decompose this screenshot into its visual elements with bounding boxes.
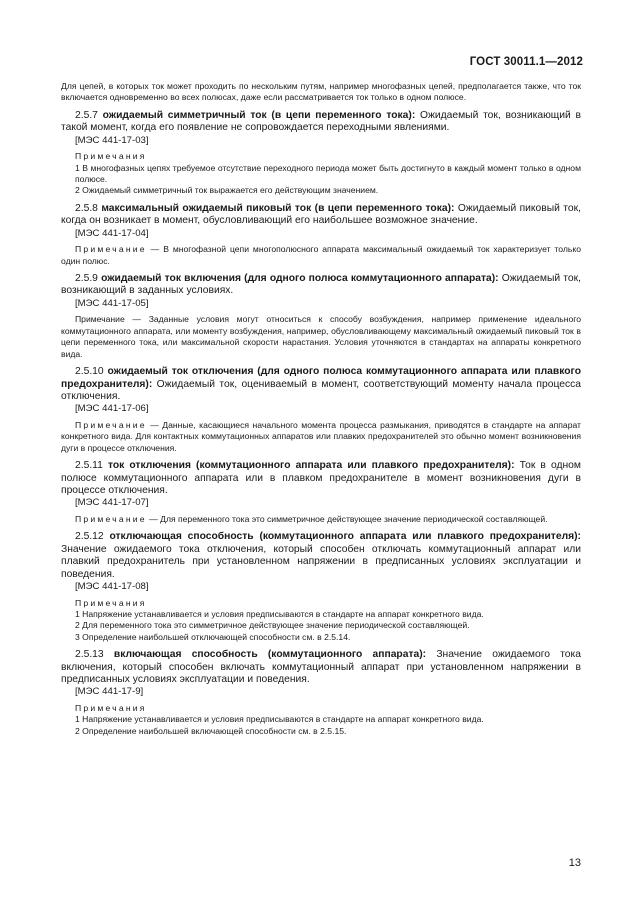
note-inline <box>61 244 581 267</box>
note-label: Примечания <box>75 151 147 162</box>
iev-reference: [МЭС 441-17-04] <box>75 227 149 239</box>
iev-reference: [МЭС 441-17-9] <box>75 686 144 698</box>
clause-def-text: Значение ожидаемого тока включения, который способен включать коммутационный аппарат при установленном напряжении в предписанных условиях эксплуатации и поведения. <box>61 649 581 685</box>
clause-definition <box>61 110 581 135</box>
clause-definition <box>61 273 581 298</box>
clause-term: ожидаемый ток отключения (для одного полюса коммутационного аппарата или плавкого предохранителя): <box>61 366 581 390</box>
note-item: 3 Определение наибольшей отключающей способности см. в 2.5.14. <box>75 631 351 642</box>
note-inline <box>61 514 581 525</box>
clause-2-5-10 <box>61 366 581 454</box>
clause-number: 2.5.7 <box>75 109 98 121</box>
note-item: 2 Ожидаемый симметричный ток выражается его действующим значением. <box>75 185 379 196</box>
clause-definition <box>61 460 581 497</box>
clause-def-text: Ожидаемый ток, возникающий в заданных условиях. <box>61 273 581 297</box>
clause-def-text: Значение ожидаемого тока отключения, который способен отключать коммутационный аппарат или плавкий предохранитель при установленном напряжении в предписанных условиях эксплуатации и поведения. <box>61 543 581 580</box>
iev-reference: [МЭС 441-17-03] <box>75 134 149 146</box>
iev-reference: [МЭС 441-17-06] <box>75 403 149 415</box>
clause-term: включающая способность (коммутационного аппарата): <box>113 649 427 661</box>
clause-2-5-12 <box>61 531 581 643</box>
clause-term: отключающая способность (коммутационного аппарата или плавкого предохранителя): <box>109 531 581 543</box>
note-inline <box>61 314 581 360</box>
clause-definition <box>61 366 581 403</box>
note-label: Примечание <box>75 513 147 524</box>
clause-number: 2.5.11 <box>75 460 103 472</box>
note-label: Примечание <box>75 314 125 325</box>
note-label: Примечания <box>75 703 147 713</box>
clause-number: 2.5.8 <box>75 202 98 214</box>
clause-2-5-11 <box>61 460 581 525</box>
document-id: ГОСТ 30011.1—2012 <box>469 56 583 68</box>
clause-definition <box>61 531 581 581</box>
note-text: — Для переменного тока это симметричное действующее значение периодической составляющей. <box>146 513 548 524</box>
clause-term: ток отключения (коммутационного аппарата или плавкого предохранителя): <box>107 460 515 472</box>
clause-term: ожидаемый ток включения (для одного полюса коммутационного аппарата): <box>101 273 499 285</box>
clause-definition <box>61 649 581 686</box>
note-item: 2 Определение наибольшей включающей способности см. в 2.5.15. <box>75 725 347 736</box>
note-inline <box>61 420 581 454</box>
intro-note-continuation: Для цепей, в которых ток может проходить по нескольким путям, например многофазных цепей, предполагается также, что ток включается одновременно во всех полюсах, даже если рассматривается ток только в одном полюсе. <box>61 81 581 103</box>
note-label: Примечание <box>75 244 147 255</box>
clause-def-text: Ожидаемый ток, оцениваемый в момент, соответствующий моменту начала процесса отключения. <box>61 378 581 402</box>
note-item: 1 Напряжение устанавливается и условия предписываются в стандарте на аппарат конкретного вида. <box>75 608 484 619</box>
clause-2-5-8 <box>61 203 581 267</box>
iev-reference: [МЭС 441-17-07] <box>75 497 149 509</box>
clause-number: 2.5.12 <box>75 531 104 543</box>
clause-number: 2.5.13 <box>75 649 104 661</box>
note-label: Примечание <box>75 419 147 430</box>
clause-number: 2.5.9 <box>75 273 98 285</box>
note-item: 2 Для переменного тока это симметричное действующее значение периодической составляющей. <box>75 620 470 631</box>
clause-term: ожидаемый симметричный ток (в цепи переменного тока): <box>102 109 416 121</box>
note-item: 1 Напряжение устанавливается и условия предписываются в стандарте на аппарат конкретного вида. <box>75 714 484 725</box>
clause-number: 2.5.10 <box>75 366 104 378</box>
note-text: — Заданные условия могут относиться к способу возбуждения, например применение идеального коммутационного аппарата, или моменту возбуждения, например, обусловливающему максимальный ожидаемый пиковый ток в цепи переменного тока, или максимальной скорости нарастания. Условия уточняются в стандартах на аппараты конкретного вида. <box>61 314 581 359</box>
note-text: — В многофазной цепи многополюсного аппарата максимальный ожидаемый ток характеризует только один полюс. <box>61 244 581 266</box>
clause-term: максимальный ожидаемый пиковый ток (в цепи переменного тока): <box>101 202 455 214</box>
iev-reference: [МЭС 441-17-05] <box>75 297 149 309</box>
clause-def-text: Ожидаемый пиковый ток, когда он возникает в момент, обусловливающий его наибольшее возможное значение. <box>61 202 581 227</box>
clause-definition <box>61 203 581 228</box>
clause-def-text: Ожидаемый ток, возникающий в такой момент, когда его появление не сопровождается переходными явлениями. <box>61 109 581 134</box>
note-item: 1 В многофазных цепях требуемое отсутствие переходного периода может быть достигнуто в каждый момент только в одном полюсе. <box>75 162 581 185</box>
page-content <box>61 81 581 737</box>
clause-2-5-9 <box>61 273 581 360</box>
note-label: Примечания <box>75 597 147 608</box>
clause-def-text: Ток в одном полюсе коммутационного аппарата или в плавком предохранителе в момент возникновения дуги в процессе отключения. <box>61 460 581 496</box>
clause-2-5-13 <box>61 649 581 737</box>
note-text: — Данные, касающиеся начального момента процесса размыкания, приводятся в стандарте на аппарат конкретного вида. Для контактных коммутационных аппаратов или плавких предохранителей это обычно момент возникновения дуги в процессе отключения. <box>61 419 581 453</box>
clause-2-5-7 <box>61 110 581 197</box>
iev-reference: [МЭС 441-17-08] <box>75 580 149 592</box>
page-number: 13 <box>568 857 581 869</box>
